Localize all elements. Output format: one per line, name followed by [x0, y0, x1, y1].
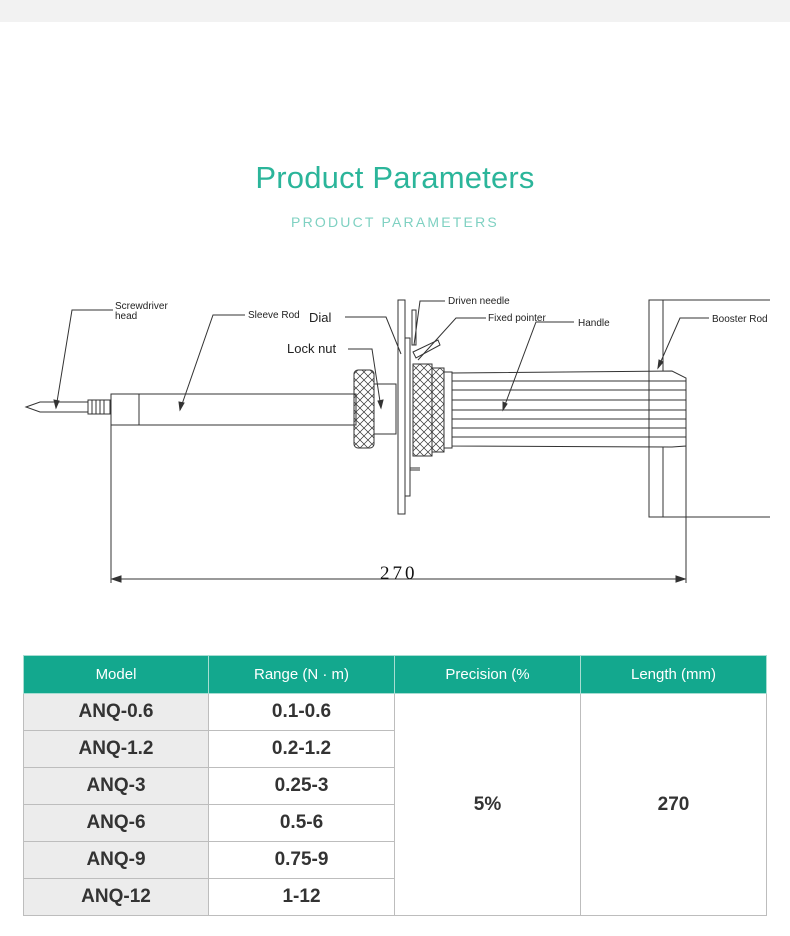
- label-booster-rod: Booster Rod: [712, 314, 768, 325]
- cell-model: ANQ-0.6: [24, 694, 209, 731]
- cell-length: 270: [581, 694, 767, 916]
- cell-range: 0.75-9: [209, 842, 395, 879]
- lock-nut: [354, 370, 396, 448]
- top-band: [0, 0, 790, 22]
- cell-model: ANQ-3: [24, 768, 209, 805]
- header-model: Model: [24, 656, 209, 694]
- label-handle: Handle: [578, 318, 610, 329]
- label-lock-nut: Lock nut: [287, 341, 337, 356]
- header-range: Range (N · m): [209, 656, 395, 694]
- dimension-value: 270: [380, 563, 418, 584]
- cell-range: 0.25-3: [209, 768, 395, 805]
- cell-model: ANQ-6: [24, 805, 209, 842]
- label-screwdriver-head-2: head: [115, 311, 138, 322]
- label-dial: Dial: [309, 310, 332, 325]
- cell-model: ANQ-12: [24, 879, 209, 916]
- torque-screwdriver-diagram: [0, 285, 790, 595]
- label-screwdriver-head-1: Screwdriver: [115, 301, 168, 312]
- table-header-row: [24, 656, 767, 694]
- cell-range: 0.2-1.2: [209, 731, 395, 768]
- section-subtitle: PRODUCT PARAMETERS: [291, 214, 499, 230]
- label-sleeve-rod: Sleeve Rod: [248, 310, 300, 321]
- cell-range: 0.5-6: [209, 805, 395, 842]
- cell-model: ANQ-9: [24, 842, 209, 879]
- section-title: Product Parameters: [255, 160, 535, 195]
- handle: [452, 371, 686, 447]
- table-row: [24, 694, 767, 731]
- label-driven-needle: Driven needle: [448, 296, 510, 307]
- screwdriver-tip: [26, 400, 110, 414]
- cell-precision: 5%: [395, 694, 581, 916]
- cell-model: ANQ-1.2: [24, 731, 209, 768]
- cell-range: 0.1-0.6: [209, 694, 395, 731]
- collar: [413, 364, 452, 456]
- label-fixed-pointer: Fixed pointer: [488, 313, 546, 324]
- sleeve-rod: [111, 394, 356, 425]
- header-precision: Precision (%: [395, 656, 581, 694]
- cell-range: 1-12: [209, 879, 395, 916]
- header-length: Length (mm): [581, 656, 767, 694]
- parameters-table: [23, 655, 767, 916]
